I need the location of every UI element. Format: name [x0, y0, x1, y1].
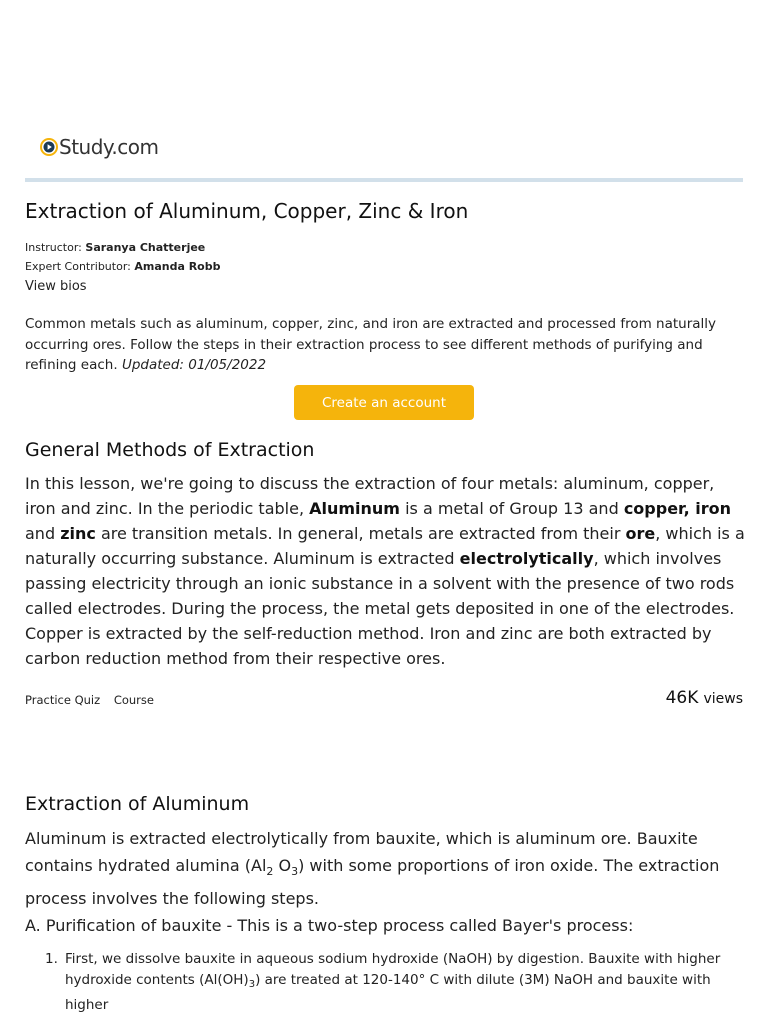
text-run: , which involves passing electricity through an ionic substance in a solvent with the presence of two rods called electrodes. During the process, the metal gets deposited in one of the electrodes. Copper is extracted by the self-reduction method. Iron and zinc are both extracted by carbon reduction method from their respective ores.	[25, 549, 735, 668]
view-bios-link[interactable]: View bios	[25, 279, 87, 294]
list-item-text	[65, 949, 743, 1016]
practice-quiz-link[interactable]: Practice Quiz	[25, 693, 101, 707]
lesson-summary	[25, 314, 743, 376]
summary-text: Common metals such as aluminum, copper, zinc, and iron are extracted and processed from naturally occurring ores. Follow the steps in their extraction process to see different methods of purifying and refining each.	[25, 316, 717, 373]
header-divider	[25, 178, 743, 182]
views-counter	[666, 688, 743, 708]
contributor-line	[25, 260, 221, 273]
aluminum-paragraph	[25, 825, 745, 912]
general-methods-paragraph	[25, 471, 745, 671]
logo-text: Study.com	[59, 135, 159, 159]
steps-list	[25, 949, 743, 1016]
section-heading-extraction-aluminum: Extraction of Aluminum	[25, 793, 250, 815]
updated-date: Updated: 01/05/2022	[121, 357, 267, 373]
course-link[interactable]: Course	[113, 693, 154, 707]
text-run: Aluminum is extracted electrolytically from bauxite, which is aluminum ore. Bauxite contains hydrated alumina (Al	[25, 829, 698, 875]
study-com-logo[interactable]	[40, 135, 158, 159]
contributor-label: Expert Contributor:	[25, 260, 131, 273]
page-title: Extraction of Aluminum, Copper, Zinc & Iron	[25, 199, 469, 223]
purification-step: A. Purification of bauxite - This is a two-step process called Bayer's process:	[25, 916, 634, 935]
instructor-label: Instructor:	[25, 241, 82, 254]
text-run: and	[25, 524, 61, 543]
play-circle-icon	[40, 138, 58, 156]
text-run: First, we dissolve bauxite in aqueous sodium hydroxide (NaOH) by digestion. Bauxite with higher hydroxide contents (Al(OH)	[65, 951, 721, 988]
subscript: 2	[266, 865, 274, 878]
text-run: are transition metals. In general, metals are extracted from their	[95, 524, 626, 543]
subscript: 3	[291, 865, 299, 878]
section-heading-general-methods: General Methods of Extraction	[25, 439, 315, 461]
bold-term-ore: ore	[625, 524, 656, 543]
lesson-links	[25, 693, 164, 707]
text-run: In this lesson, we're going to discuss the extraction of four metals: aluminum, copper, iron and zinc. In the periodic table,	[25, 474, 715, 518]
contributor-name[interactable]: Amanda Robb	[134, 260, 221, 273]
text-run: is a metal of Group 13 and	[399, 499, 624, 518]
list-item	[25, 949, 743, 1016]
bold-term-zinc: zinc	[60, 524, 96, 543]
text-run: ) with some proportions of iron oxide. The extraction process involves the following steps.	[25, 856, 720, 908]
instructor-line	[25, 241, 205, 254]
list-number: 1.	[45, 951, 58, 967]
subscript: 3	[248, 979, 256, 990]
views-count: 46K	[665, 688, 699, 708]
text-run: , which is a naturally occurring substance. Aluminum is extracted	[25, 524, 745, 568]
text-run: O	[273, 856, 292, 875]
bold-term-electrolytically: electrolytically	[459, 549, 594, 568]
create-account-button[interactable]: Create an account	[294, 385, 474, 420]
views-label: views	[703, 691, 743, 707]
instructor-name[interactable]: Saranya Chatterjee	[85, 241, 206, 254]
bold-term-copper-iron: copper, iron	[623, 499, 731, 518]
text-run: ) are treated at 120-140° C with dilute (3M) NaOH and bauxite with higher	[65, 972, 711, 1013]
bold-term-aluminum: Aluminum	[309, 499, 400, 518]
